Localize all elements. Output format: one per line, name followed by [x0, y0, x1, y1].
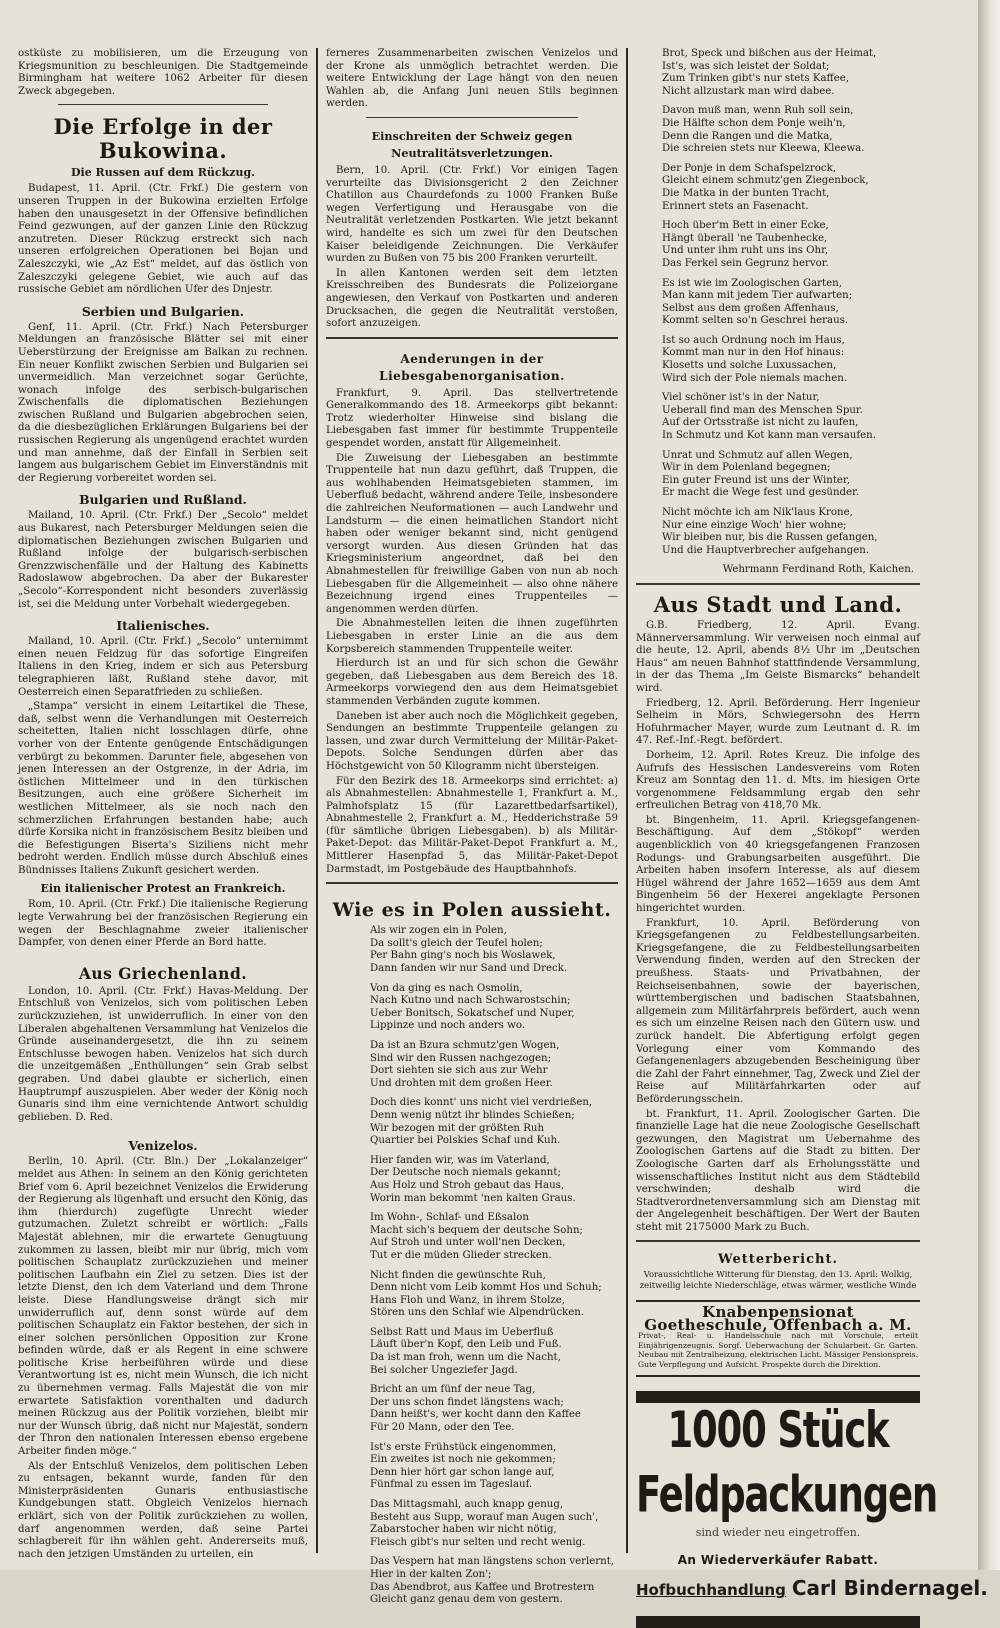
poem-line: Zum Trinken gibt's nur stets Kaffee,	[662, 73, 850, 85]
article-venizelos-1: Berlin, 10. April. (Ctr. Bln.) Der „Lokalanzeiger“ meldet aus Athen: In seinem an den König gerichteten Brief vom 6. April bezeichnet Venizelos die Erwiderung der Regierung als lügenhaft und ersucht den König, das ihm (hierdurch) zugefügte Unrecht wieder gutzumachen. Zuletzt schreibt er wörtlich: „Falls Majestät ablehnen, mir die erwartete Genugtuung zukommen zu lassen, bleibt mir nur übrig, mich vom politischen Schauplatz zurückzuziehen und meiner politischen Laufbahn ein Ziel zu setzen. Dies ist der letzte Dienst, den ich dem Vaterland und dem Throne leiste. Diese Handlungsweise drängt sich mir unwiderruflich auf, denn sonst würde auf dem politischen Schauplatz ein Faktor bestehen, der sich in einer solchen persönlichen Opposition zur Krone befinden würde, daß er als Regent in eine schwere politische Krise herbeiführen würde und diese Verantwortung ist es, nicht mein Wunsch, die ich nicht zu übernehmen vermag. Falls Majestät die von mir erwartete Satisfaktion vorenthalten und dadurch meinen Rückzug aus der Politik vorziehen, bleibt mir nur der Wunsch übrig, daß nicht nur Majestät, sondern der Thron den nationalen Interessen ebenso ergebene Arbeiter finden möge.“	[18, 1156, 309, 1458]
poem-line: Hier in der kalten Zon';	[370, 1568, 492, 1580]
poem-line: Ein guter Freund ist uns der Winter,	[662, 474, 850, 486]
article-liebesgaben-4: Hierdurch ist an und für sich schon die Gewähr gegeben, daß Liebesgaben aus dem Bereich des 18. Armeekorps vorwiegend den aus dem Heimatsgebiet stammenden Verbänden zugute kommen.	[326, 658, 618, 707]
ad-goetheschule	[636, 1300, 920, 1377]
poem-line: Da sollt's gleich der Teufel holen;	[370, 937, 543, 949]
poem-line: Die Matka in der bunten Tracht,	[662, 187, 830, 199]
poem-line: Nur eine einzige Woch' hier wohne;	[662, 519, 847, 531]
poem-line: Dann heißt's, wer kocht dann den Kaffee	[370, 1409, 581, 1421]
poem-line: Das Vespern hat man längstens schon verlernt,	[370, 1556, 615, 1568]
poem-line: Nicht allzustark man wird dabee.	[662, 85, 835, 97]
poem-stanza	[662, 450, 920, 500]
article-venizelos-2: Als der Entschluß Venizelos, dem politischen Leben zu entsagen, bekannt wurde, fanden für den Ministerpräsidenten Gunaris enthusiastische Kundgebungen statt. Obgleich Venizelos hiernach erklärt, sich von der Politik zurückziehen zu wollen, darf angenommen werden, daß seine Partei schlagbereit für ihn wählen geht. Andererseits muß, nach den jetzigen Umständen zu urteilen, ein	[18, 1460, 308, 1560]
poem-line: Die Hälfte schon dem Ponje weih'n,	[662, 117, 846, 129]
headline-italien: Italienisches.	[116, 618, 210, 634]
local-news-list	[636, 620, 920, 1235]
poem-line: Selbst Ratt und Maus im Ueberfluß	[370, 1326, 554, 1338]
column-rule-left	[316, 48, 318, 1553]
ad-feldpackungen-sub: sind wieder neu eingetroffen.	[695, 1526, 861, 1540]
local-news-item: bt. Bingenheim, 11. April. Kriegsgefangenen-Beschäftigung. Auf dem „Stökopf“ werden augenblicklich von 40 kriegsgefangenen Franzosen Rodungs- und Grabungsarbeiten ausgeführt. Die Arbeiten haben insofern Interesse, als auf diesem Hügel während der Jahre 1652—1659 aus dem Amt Bingenheim 56 der Hexerei angeklagte Personen hingerichtet wurden.	[636, 814, 920, 915]
poem-line: Und drohten mit dem großen Heer.	[370, 1077, 553, 1089]
poem-stanza	[662, 48, 920, 98]
headline-liebesgaben: Aenderungen in der Liebesgabenorganisation.	[379, 351, 565, 383]
article-liebesgaben-1: Frankfurt, 9. April. Das stellvertretende Generalkommando des 18. Armeekorps gibt bekannt: Trotz wiederholter Hinweise sind bislang die Liebesgaben fast immer für bestimmte Truppenteile gespendet worden, anstatt für Allgemeinheit.	[326, 387, 618, 450]
poem-line: Besteht aus Supp, worauf man Augen such',	[370, 1511, 599, 1523]
poem-line: Wir in dem Polenland begegnen;	[662, 462, 831, 474]
poem-stanza	[370, 1270, 618, 1320]
poem-line: Brot, Speck und bißchen aus der Heimat,	[662, 48, 877, 59]
column-3	[636, 48, 988, 1601]
article-schweiz-2: In allen Kantonen werden seit dem letzten Kreisschreiben des Bundesrats die Polizeiorgane angewiesen, den Verkauf von Postkarten und anderen Drucksachen, die gegen die Neutralität verstoßen, sofort anzuzeigen.	[326, 267, 618, 330]
poem-stanza	[370, 1384, 618, 1434]
headline-bulgarien: Bulgarien und Rußland.	[79, 492, 247, 508]
poem-stanza	[662, 392, 920, 442]
poem-polen-continued	[636, 48, 920, 557]
poem-line: Der Deutsche noch niemals gekannt;	[370, 1167, 561, 1179]
poem-stanza	[662, 507, 920, 557]
poem-line: Der Ponje in dem Schafspelzrock,	[662, 162, 836, 174]
ad-feldpackungen	[636, 1391, 988, 1628]
poem-line: Und die Hauptverbrecher aufgehangen.	[662, 544, 870, 556]
poem-line: Hängt überall 'ne Taubenhecke,	[662, 232, 828, 244]
poem-stanza	[370, 1212, 618, 1262]
poem-line: Quartier bei Polskies Schaf und Kuh.	[370, 1135, 561, 1147]
article-liebesgaben-6: Für den Bezirk des 18. Armeekorps sind errichtet: a) als Abnahmestellen: Abnahmestelle 1, Frankfurt a. M., Palmhofsplatz 15 (für Lazarettbedarfsartikel), Abnahmestelle 2, Frankfurt a. M., Hedderichstraße 59 (für sämtliche übrigen Liebesgaben). b) als Militär-Paket-Depot: das Militär-Paket-Depot Frankfurt a. M., Mittlerer Hasenpfad 5, das Militär-Paket-Depot Darmstadt, im Postgebäude des Hauptbahnhofs.	[326, 775, 618, 875]
poem-signature: Wehrmann Ferdinand Roth, Kaichen.	[722, 564, 914, 576]
poem-line: Per Bahn ging's noch bis Woslawek,	[370, 950, 556, 962]
poem-line: Im Wohn-, Schlaf- und Eßsalon	[370, 1212, 529, 1224]
local-news-item: Frankfurt, 10. April. Beförderung von Kriegsgefangenen zu Feldbestellungsarbeiten. Kriegsgefangene, die zu Feldbestellungsarbeiten Verwendung finden, werden auf den Strecken der preußhess. Staats- und Privatbahnen, der Reichseisenbahnen, sowie der bayerischen, württembergischen und badischen Staatsbahnen, allgemein zum Militärfahrpreis befördert, auch wenn es sich um einzelne Reisen nach den Gütern usw. und zurück handelt. Die Abfertigung erfolgt gegen Vorlegung einer vom Kommando des Gefangenenlagers abzugebenden Bescheinigung über die Zahl der Fahrt einnehmer, Tag, Zweck und Ziel der Reise auf Militärfahrkarten oder auf Beförderungsschein.	[636, 917, 920, 1105]
article-liebesgaben-3: Die Abnahmestellen leiten die ihnen zugeführten Liebesgaben in erster Linie an die aus dem Korpsbereich stammenden Truppenteile weiter.	[326, 618, 618, 655]
local-news-item: Dorheim, 12. April. Rotes Kreuz. Die infolge des Aufrufs des Hessischen Landesvereins vom Roten Kreuz am Sonntag den 11. d. Mts. im hiesigen Orte vorgenommene Feldsammlung ergab den sehr erfreulichen Betrag von 418,70 Mk.	[636, 749, 920, 812]
article-schweiz-1: Bern, 10. April. (Ctr. Frkf.) Vor einigen Tagen verurteilte das Divisionsgericht 2 den Zeichner Chatillon aus Chaurdefonds zu 1000 Franken Buße wegen Verfertigung und Herausgabe von die Neutralität verletzenden Postkarten. Wie jetzt bekannt wird, handelte es sich um zwei für den Deutschen Kaiser beleidigende Zeichnungen. Die Verkäufer wurden zu Bußen von 75 bis 200 Franken verurteilt.	[326, 164, 618, 265]
poem-line: Hier fanden wir, was im Vaterland,	[370, 1154, 550, 1166]
poem-stanza	[370, 1499, 618, 1549]
poem-line: Ist so auch Ordnung noch im Haus,	[662, 334, 845, 346]
poem-line: Denn nicht vom Leib kommt Hos und Schuh;	[370, 1282, 602, 1294]
local-news-item: Friedberg, 12. April. Beförderung. Herr Ingenieur Selheim in Mörs, Schwiegersohn des Herrn Hofuhrmacher Mayer, wurde zum Leutnant d. R. im 47. Ref.-Inf.-Regt. befördert.	[636, 697, 920, 747]
poem-line: Macht sich's bequem der deutsche Sohn;	[370, 1224, 583, 1236]
headline-schweiz: Einschreiten der Schweiz gegen Neutralitätsverletzungen.	[371, 128, 573, 160]
poem-line: Die schreien stets nur Kleewa, Kleewa.	[662, 143, 865, 155]
poem-line: Auf Stroh und unter woll'nen Decken,	[370, 1237, 566, 1249]
poem-line: Kommt man nur in den Hof hinaus:	[662, 347, 844, 359]
weather-title: Wetterbericht.	[718, 1252, 838, 1268]
poem-stanza	[370, 1556, 618, 1606]
poem-line: Denn wenig nützt ihr blindes Schießen;	[370, 1109, 575, 1121]
poem-line: Da ist an Bzura schmutz'gen Wogen,	[370, 1040, 560, 1051]
poem-line: Aus Holz und Stroh gebaut das Haus,	[370, 1179, 565, 1191]
ad-feldpackungen-rabatt: An Wiederverkäufer Rabatt.	[677, 1552, 879, 1567]
poem-line: Stören uns den Schlaf wie Alpendrücken.	[370, 1307, 585, 1319]
article-liebesgaben-2: Die Zuweisung der Liebesgaben an bestimmte Truppenteile hat nun dazu geführt, daß Truppen, die aus wohlhabenden Heimatsgebieten stammen, im Ueberfluß bedacht, während andere Teile, insbesondere die zahlreichen Neuformationen — auch Landwehr und Landsturm — die einen heimatlichen Standort nicht haben oder weniger bekannt sind, nicht genügend versorgt wurden. Aus diesen Gründen hat das Kriegsministerium angeordnet, daß bei den Abnahmestellen für freiwillige Gaben von nun ab noch Liebesgaben für die Allgemeinheit — also ohne nähere Bezeichnung irgend eines Truppenteiles — angenommen werden dürfen.	[326, 452, 618, 615]
poem-line: Als wir zogen ein in Polen,	[370, 925, 507, 937]
poem-line: Dort siehten sie sich aus zur Wehr	[370, 1065, 548, 1077]
poem-stanza	[662, 220, 920, 270]
ad-shop-name: Carl Bindernagel.	[791, 1576, 988, 1601]
divider	[366, 117, 578, 118]
poem-line: Worin man bekommt 'nen kalten Graus.	[370, 1192, 576, 1204]
poem-line: Der uns schon findet längstens wach;	[370, 1396, 564, 1408]
poem-line: Davon muß man, wenn Ruh soll sein,	[662, 105, 854, 117]
poem-line: Und unter ihm ruht uns ins Ohr,	[662, 245, 829, 257]
article-protest: Rom, 10. April. (Ctr. Frkf.) Die italienische Regierung legte Verwahrung bei der französischen Regierung ein wegen der Beschlagnahme zweier italienischer Dampfer, von denen einer Pferde an Bord hatte.	[18, 899, 308, 949]
poem-line: Sind wir den Russen nachgezogen;	[370, 1052, 552, 1064]
poem-polen	[326, 925, 618, 1607]
poem-line: Fleisch gibt's nur selten und recht wenig.	[370, 1536, 586, 1548]
poem-line: Selbst aus dem großen Affenhaus,	[662, 302, 839, 314]
article-italien-1: Mailand, 10. April. (Ctr. Frkf.) „Secolo“ unternimmt einen neuen Feldzug für das sofortige Eingreifen Italiens in den Krieg, indem er sich aus Petersburg telegraphieren läßt, Rußland stehe davor, mit Oesterreich einen Separatfrieden zu schließen.	[18, 636, 308, 698]
divider-full	[636, 583, 920, 585]
poem-stanza	[370, 1442, 618, 1492]
headline-protest: Ein italienischer Protest an Frankreich.	[40, 882, 286, 896]
local-news-item: G.B. Friedberg, 12. April. Evang. Männerversammlung. Wir verweisen noch einmal auf die heute, 12. April, abends 8½ Uhr im „Deutschen Haus“ am neuen Bahnhof stattfindende Versammlung, in der das Thema „Im Geiste Bismarcks“ behandelt wird.	[636, 619, 920, 694]
ad-goetheschule-title: Knabenpensionat Goetheschule, Offenbach a. M.	[644, 1303, 912, 1334]
poem-line: Das Ferkel sein Gegrunz hervor.	[662, 257, 829, 269]
article-liebesgaben-5: Daneben ist aber auch noch die Möglichkeit gegeben, Sendungen an bestimmte Truppenteile gelangen zu lassen, und zwar durch Vermittelung der Militär-Paket-Depots. Solche Sendungen dürfen aber das Höchstgewicht von 50 Kilogramm nicht übersteigen.	[326, 710, 618, 772]
poem-stanza	[662, 335, 920, 385]
poem-line: Ein zweites ist noch nie gekommen;	[370, 1454, 556, 1466]
poem-line: Ist's, was sich leistet der Soldat;	[662, 60, 830, 72]
weather-text: Voraussichtliche Witterung für Dienstag, den 13. April: Wolkig, zeitweilig leichte Niederschläge, etwas wärmer, westliche Winde	[639, 1269, 917, 1290]
headline-griechenland: Aus Griechenland.	[78, 963, 248, 983]
poem-stanza	[662, 163, 920, 213]
poem-line: Das Abendbrot, aus Kaffee und Brotrestern	[370, 1581, 595, 1593]
article-bulgarien: Mailand, 10. April. (Ctr. Frkf.) Der „Secolo“ meldet aus Bukarest, nach Petersburger Meldungen seien die diplomatischen Beziehungen zwischen Bulgarien und Rußland infolge der bulgarisch-serbischen Grenzzwischenfälle und der Haltung des Kabinetts Radoslawow abgebrochen. Da aber der Bukarester „Secolo“-Korrespondent nicht besonders zuverlässig ist, sei die Meldung unter Vorbehalt wiedergegeben.	[18, 510, 308, 610]
poem-line: Klosetts und solche Luxussachen,	[662, 360, 837, 372]
poem-line: Hoch über'm Bett in einer Ecke,	[662, 220, 829, 232]
subhead-bukowina: Die Russen auf dem Rückzug.	[71, 166, 255, 180]
article-serbien: Genf, 11. April. (Ctr. Frkf.) Nach Petersburger Meldungen an französische Blätter sei mit einer Ueberstürzung der Ereignisse am Balkan zu rechnen. Ein neuer Konflikt zwischen Serbien und Bulgarien sei unvermeidlich. Man verzeichnet sogar Gerüchte, wonach infolge des serbisch-bulgarischen Zwischenfalls die diplomatischen Beziehungen zwischen Rußland und Bulgarien abgebrochen seien, da die diesbezüglichen Erklärungen Bulgariens bei der russischen Regierung als ungenügend erachtet wurden und man annehme, daß der Einfall in Serbien seit langem aus bulgarischem Gebiet im Einverständnis mit der Regierung vorbereitet worden sei.	[18, 321, 308, 484]
poem-line: Ueber Bonitsch, Sokatschef und Nuper,	[370, 1007, 575, 1019]
poem-line: Wir bezogen mit der größten Ruh	[370, 1122, 545, 1134]
poem-line: Erinnert stets an Fasenacht.	[662, 200, 809, 212]
poem-line: Man kann mit jedem Tier aufwarten;	[662, 290, 853, 302]
poem-stanza	[370, 1040, 618, 1090]
poem-line: Von da ging es nach Osmolin,	[370, 982, 523, 994]
col2-intro: ferneres Zusammenarbeiten zwischen Venizelos und der Krone als unmöglich betrachtet werden. Die weitere Entwicklung der Lage hängt von den neuen Wahlen ab, die Anfang Juni neuen Stils beginnen werden.	[326, 48, 618, 110]
poem-line: Viel schöner ist's in der Natur,	[662, 392, 820, 404]
poem-line: Gleicht einem schmutz'gen Ziegenbock,	[662, 175, 869, 187]
poem-line: Hans Floh und Wanz, in ihrem Stolze,	[370, 1294, 565, 1306]
poem-line: Denn die Rangen und die Matka,	[662, 130, 833, 142]
poem-line: Tut er die müden Glieder strecken.	[370, 1249, 552, 1261]
poem-line: Er macht die Wege fest und gesünder.	[662, 487, 860, 499]
poem-line: Auf der Ortsstraße ist nicht zu laufen,	[662, 417, 859, 429]
headline-stadt-land: Aus Stadt und Land.	[653, 591, 903, 617]
poem-line: Kommt selten so'n Geschrei heraus.	[662, 315, 849, 327]
poem-line: Lippinze und noch anders wo.	[370, 1020, 526, 1032]
poem-line: Das Mittagsmahl, auch knapp genug,	[370, 1499, 564, 1510]
divider-full	[326, 882, 618, 884]
poem-line: Ueberall find man des Menschen Spur.	[662, 404, 863, 416]
poem-stanza	[662, 105, 920, 155]
col1-intro: ostküste zu mobilisieren, um die Erzeugung von Kriegsmunition zu beschleunigen. Die Stadtgemeinde Birmingham hat weitere 1062 Arbeiter für diesen Zweck abgegeben.	[18, 48, 308, 97]
poem-line: Unrat und Schmutz auf allen Wegen,	[662, 449, 853, 461]
poem-stanza	[370, 983, 618, 1033]
headline-serbien: Serbien und Bulgarien.	[81, 303, 245, 319]
headline-bukowina: Die Erfolge in der Bukowina.	[53, 114, 273, 164]
poem-line: Bei solcher Ungeziefer Jagd.	[370, 1364, 518, 1376]
column-rule-right	[626, 48, 628, 1553]
page-edge	[978, 0, 1000, 1570]
article-bukowina: Budapest, 11. April. (Ctr. Frkf.) Die gestern von unseren Truppen in der Bukowina erzielten Erfolge haben den unausgesetzt in der Offensive befindlichen Feind gezwungen, auf der ganzen Linie den Rückzug anzutreten. Dieser Rückzug erstreckt sich nach unseren erfolgreichen Operationen bei Bojan und Zaleszczyki, wie „Az Est“ meldet, auf das östlich von Zaleszczyki gelegene Gebiet, wie auch auf das russische Gebiet am nördlichen Ufer des Dnjestr.	[18, 183, 308, 296]
poem-line: Nach Kutno und nach Schwarostschin;	[370, 995, 571, 1007]
poem-line: Doch dies konnt' uns nicht viel verdrießen,	[370, 1097, 593, 1109]
divider-full	[636, 1240, 920, 1242]
article-griechenland: London, 10. April. (Ctr. Frkf.) Havas-Meldung. Der Entschluß von Venizelos, sich vom politischen Leben zurückzuziehen, ist unwiderruflich. In einer von den Liberalen abgehaltenen Versammlung hat Venizelos die Gründe auseinandergesetzt, die ihn zu seinem Entschlusse bewogen haben. Venizelos hat sich durch die unzeitgemäßen „Enthüllungen“ sein Grab selbst gegraben. Und dabei glaubte er sicherlich, einen Hauptrumpf auszuspielen. Aber weder der König noch Gunaris sind ihm eine vernichtende Antwort schuldig geblieben. D. Red.	[18, 985, 308, 1123]
article-italien-2: „Stampa“ versicht in einem Leitartikel die These, daß, selbst wenn die Verhandlungen mit Oesterreich scheitetten, Italien nicht losschlagen dürfe, ohne vorher von der Entente genügende Entschädigungen verbürgt zu bekommen. Darunter fiele, abgesehen von jenen Interessen an der Ostgrenze, in der Adria, im östlichen Mittelmeer und in den türkischen Besitzungen, auch eine größere Sicherheit im westlichen Mittelmeer, als sie noch nach den schmerzlichen Erfahrungen bestanden habe; auch dürfe Korsika nicht in französischem Besitz bleiben und die Befestigungen Biserta's Siziliens nicht mehr bedroht werden. Endlich müsse durch Abschluß eines Bündnisses Italiens Zukunft gesichert werden.	[18, 701, 308, 876]
divider	[58, 104, 268, 105]
poem-line: Zabarstocher haben wir nicht nötig,	[370, 1524, 557, 1536]
poem-line: Nicht möchte ich am Nik'laus Krone,	[662, 507, 853, 518]
poem-stanza	[370, 1097, 618, 1147]
poem-stanza	[370, 925, 618, 975]
divider-full	[326, 337, 618, 339]
poem-stanza	[370, 1327, 618, 1377]
column-2	[326, 48, 618, 1606]
poem-line: Fünfmal zu essen im Tageslauf.	[370, 1479, 533, 1491]
headline-polen: Wie es in Polen aussieht.	[332, 899, 612, 922]
poem-line: Denn hier hört gar schon lange auf,	[370, 1466, 555, 1478]
poem-line: Läuft über'n Kopf, den Leib und Fuß.	[370, 1339, 562, 1351]
poem-line: Bricht an um fünf der neue Tag,	[370, 1384, 536, 1396]
ad-shop-type: Hofbuchhandlung	[636, 1581, 786, 1600]
local-news-item: bt. Frankfurt, 11. April. Zoologischer Garten. Die finanzielle Lage hat die neue Zoologische Gesellschaft gezwungen, den Magistrat um Uebernahme des Zoologischen Gartens auf die Stadt zu bitten. Der Zoologische Garten darf als Erholungsstätte und wissenschaftliches Institut nicht aus dem Städtebild verschwinden; deshalb wird die Stadtverordnetenversammlung sich am Dienstag mit der Angelegenheit beschäftigen. Der Wert der Bauten steht mit 2175000 Mark zu Buch.	[636, 1108, 920, 1233]
column-1	[18, 48, 309, 1560]
poem-line: Da ist man froh, wenn um die Nacht,	[370, 1352, 561, 1364]
poem-line: Für 20 Mann, oder den Tee.	[370, 1422, 515, 1434]
ad-goetheschule-text: Privat-, Real- u. Handelsschule nach mit Vorschule, erteilt Einjährigenzeugnis. Sorgf. Ueberwachung der Schularbeit. Gr. Garten. Neubau mit Zentralheizung, elektrischen Licht. Mässiger Pensionspreis. Gute Verpflegung und Aufsicht. Prospekte durch die Direktion.	[638, 1331, 918, 1369]
poem-line: Wir bleiben nur, bis die Russen gefangen,	[662, 532, 878, 544]
poem-line: Gleicht ganz genau dem von gestern.	[370, 1594, 563, 1606]
poem-stanza	[662, 278, 920, 328]
poem-line: Nicht finden die gewünschte Ruh,	[370, 1269, 546, 1281]
ad-border-bottom	[636, 1616, 920, 1628]
poem-line: Wird sich der Pole niemals machen.	[662, 372, 848, 384]
ad-feldpackungen-headline: 1000 Stück Feldpackungen	[636, 1401, 938, 1524]
ad-feldpackungen-shop	[636, 1576, 988, 1601]
poem-line: Ist's erste Frühstück eingenommen,	[370, 1441, 557, 1453]
poem-line: Es ist wie im Zoologischen Garten,	[662, 277, 842, 289]
poem-line: Dann fanden wir nur Sand und Dreck.	[370, 963, 568, 975]
poem-line: In Schmutz und Kot kann man versaufen.	[662, 430, 876, 442]
poem-stanza	[370, 1155, 618, 1205]
headline-venizelos: Venizelos.	[128, 1138, 198, 1154]
